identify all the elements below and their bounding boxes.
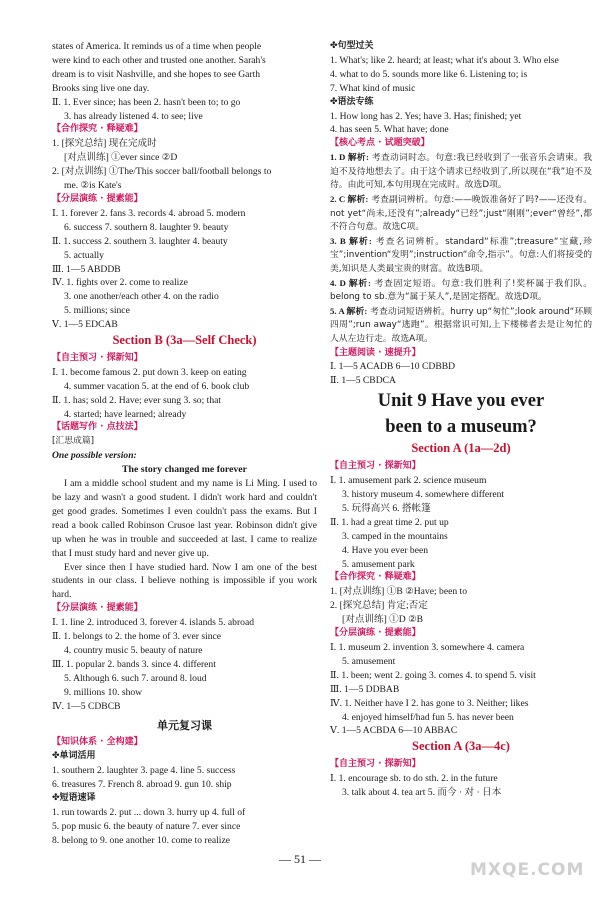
section-a-heading: Section A (1a—2d) <box>411 441 511 456</box>
section-tag-layer: 【分层演练 · 提素能】 <box>52 603 143 614</box>
explanation-text: 考查固定短语。句意:我们胜利了!奖杯属于我们队。belong to sb.意为“属于某人”,是固定搭配。故选D项。 <box>330 278 593 303</box>
answer-line: me. ②is Kate's <box>64 180 122 192</box>
essay-title: The story changed me forever <box>122 464 247 476</box>
answer-line: 3. history museum 4. somewhere different <box>342 489 505 500</box>
answer-line: 7. What kind of music <box>330 82 416 94</box>
answer-line: Ⅱ. 1. belongs to 2. the home of 3. ever since <box>52 631 222 643</box>
answer-line: 5. amusement <box>342 655 396 667</box>
unit-title: Unit 9 Have you ever <box>377 391 545 412</box>
section-tag-self: 【自主预习 · 探新知】 <box>52 352 143 363</box>
answer-line: [对点训练] ①ever since ②D <box>64 152 178 164</box>
section-tag-layer: 【分层演练 · 提素能】 <box>330 628 421 639</box>
section-tag-coop: 【合作探究 · 释疑难】 <box>330 572 421 583</box>
section-b-heading: Section B (3a—Self Check) <box>112 333 257 348</box>
answer-line: Ⅲ. 1. popular 2. bands 3. since 4. different <box>52 658 216 670</box>
answer-line: 5. actually <box>64 249 104 261</box>
answer-line: 5. millions; since <box>64 305 130 317</box>
answer-line: 5. Although 6. such 7. around 8. loud <box>64 672 207 684</box>
answer-line: Ⅰ. 1. amusement park 2. science museum <box>330 475 487 487</box>
answer-line: 1. [对点训练] ①B ②Have; been to <box>330 586 468 598</box>
answer-line: 9. millions 10. show <box>64 686 143 698</box>
answer-line: 4. started; have learned; already <box>64 408 187 420</box>
left-column <box>52 40 317 848</box>
answer-line: Ⅱ. 1—5 CBDCA <box>330 375 396 387</box>
answer-line: 1. southern 2. laughter 3. page 4. line 5. success <box>52 765 236 777</box>
answer-line: 3. has already listened 4. to see; live <box>64 110 203 122</box>
answer-line: Ⅳ. 1—5 CDBCB <box>52 700 121 712</box>
explanation-item <box>330 277 592 305</box>
essay-paragraph: I am a middle school student and my name is Li Ming. I used to be lazy and wasn't a good student. I didn't work hard and couldn't get good grades. Sometimes I even couldn't pass the exams. But I read a book called Robinson Crusoe last year. Robinson didn't give up when he was in trouble and succeeded at last. I came to realize that I must study hard and never give up. <box>52 478 317 559</box>
explanation-item <box>330 151 592 193</box>
one-possible-version: One possible version: <box>52 450 137 462</box>
answer-line: Ⅱ. 1. success 2. southern 3. laughter 4. beauty <box>52 235 228 247</box>
answer-line: 1. run towards 2. put ... down 3. hurry up 4. full of <box>52 806 246 818</box>
answer-line: Ⅴ. 1—5 EDCAB <box>52 319 118 331</box>
answer-line: 3. one another/each other 4. on the radio <box>64 291 219 303</box>
section-tag-layer: 【分层演练 · 提素能】 <box>52 193 143 204</box>
explanation-item <box>330 193 592 235</box>
answer-line: 1. [探究总结] 现在完成时 <box>52 138 157 150</box>
explanation-text: 考查动词短语辨析。hurry up“匆忙”;look around“环顾四周”;run away“逃跑”。根据常识可知,上下楼梯者去是让匆忙的人从左边行走。故选A项。 <box>330 306 593 344</box>
answer-line: 5. 玩得高兴 6. 搭帐篷 <box>342 502 431 514</box>
section-a-heading: Section A (3a—4c) <box>412 739 510 754</box>
explanation-lead: 5. A 解析: <box>330 305 368 316</box>
pattern-heading: ✤句型过关 <box>330 41 374 51</box>
explanation-lead: 1. D 解析: <box>330 152 369 163</box>
answer-line: Ⅰ. 1. encourage sb. to do sth. 2. in the future <box>330 773 498 785</box>
answer-line: 4. enjoyed himself/had fun 5. has never been <box>342 711 514 723</box>
answer-line: Ⅰ. 1—5 ACADB 6—10 CDBBD <box>330 361 456 373</box>
answer-line: Ⅱ. 1. had a great time 2. put up <box>330 516 449 528</box>
answer-line: 5. amusement park <box>342 558 415 570</box>
answer-line: Ⅱ. 1. been; went 2. going 3. comes 4. to spend 5. visit <box>330 669 536 681</box>
text-line: states of America. It reminds us of a time when people <box>52 41 262 52</box>
vocab-heading: ✤单词活用 <box>52 751 96 762</box>
answer-line: 2. [对点训练] ①The/This soccer ball/football belongs to <box>52 166 272 178</box>
answer-line: Ⅲ. 1—5 DDBAB <box>330 683 400 695</box>
section-tag-write: 【话题写作 · 点技法】 <box>52 422 143 433</box>
answer-line: 1. What's; like 2. heard; at least; what it's about 3. Who else <box>330 54 559 66</box>
answer-line: 2. [探究总结] 肯定;否定 <box>330 600 428 612</box>
explanation-lead: 3. B 解析: <box>330 235 372 246</box>
answer-line: 8. belong to 9. one another 10. come to realize <box>52 834 230 846</box>
review-title: 单元复习课 <box>157 718 212 732</box>
answer-line: Ⅰ. 1. museum 2. invention 3. somewhere 4. camera <box>330 641 525 653</box>
answer-line: Ⅲ. 1—5 ABDDB <box>52 263 121 275</box>
essay-paragraph: Ever since then I have studied hard. Now I am one of the best students in our class. I believe nothing is impossible if you work hard. <box>52 561 317 601</box>
explanation-item <box>330 235 592 277</box>
answer-line: Ⅴ. 1—5 ACBDA 6—10 ABBAC <box>330 725 458 737</box>
answer-line: 6. success 7. southern 8. laughter 9. beauty <box>64 221 229 233</box>
page-number: — 51 — <box>279 852 321 866</box>
answer-line: [对点训练] ①D ②B <box>342 614 424 626</box>
section-tag-know: 【知识体系 · 全构建】 <box>52 737 143 748</box>
explanation-text: 考查动词时态。句意:我已经收到了一张音乐会请柬。我迫不及待地想去了。由于这个请求已经收到了,所以现在“我”迫不及待。由此可知,本句用现在完成时。故选D项。 <box>330 153 592 191</box>
answer-line: 4. has seen 5. What have; done <box>330 124 449 136</box>
right-column <box>330 40 592 800</box>
section-tag-self: 【自主预习 · 探新知】 <box>330 461 421 472</box>
answer-line: Ⅱ. 1. has; sold 2. Have; ever sung 3. so; that <box>52 394 222 406</box>
answer-line: Ⅰ. 1. line 2. introduced 3. forever 4. islands 5. abroad <box>52 617 255 629</box>
unit-title: been to a museum? <box>385 417 537 438</box>
answer-line: 5. pop music 6. the beauty of nature 7. ever since <box>52 820 241 832</box>
text-line: were kind to each other and trusted one another. Sarah's <box>52 54 266 66</box>
answer-line: 1. How long has 2. Yes; have 3. Has; finished; yet <box>330 110 522 122</box>
answer-line: Ⅳ. 1. Neither have I 2. has gone to 3. Neither; likes <box>330 697 529 709</box>
explanation-lead: 4. D 解析: <box>330 277 371 288</box>
text-line: Brooks sing live one day. <box>52 82 150 94</box>
answer-line: Ⅳ. 1. fights over 2. come to realize <box>52 277 188 289</box>
section-tag-coop: 【合作探究 · 释疑难】 <box>52 124 143 135</box>
answer-line: 3. camped in the mountains <box>342 530 448 542</box>
explanation-text: 考查副词辨析。句意:——晚饭准备好了吗?——还没有。not yet“尚未,还没有”;already“已经”;just“刚刚”;ever“曾经”,都不符合句意。故选C项。 <box>330 195 593 233</box>
answer-line: Ⅰ. 1. forever 2. fans 3. records 4. abroad 5. modern <box>52 207 246 219</box>
answer-line: 4. Have you ever been <box>342 544 429 556</box>
write-subheading: [汇思成篇] <box>52 436 95 447</box>
grammar-heading: ✤语法专练 <box>330 96 374 107</box>
answer-line: Ⅱ. 1. Ever since; has been 2. hasn't been to; to go <box>52 96 241 108</box>
text-line: dream is to visit Nashville, and she hopes to see Garth <box>52 68 261 80</box>
explanation-lead: 2. C 解析: <box>330 194 369 205</box>
explanation-text: 考查名词辨析。standard“标准”;treasure“宝藏,珍宝”;invention“发明”;instruction“命令,指示”。句意:人们将接受的美,知识是人类最宝贵的财富。故选B项。 <box>330 236 593 274</box>
watermark: MXQE.COM <box>470 860 585 880</box>
answer-line: 4. summer vacation 5. at the end of 6. book club <box>64 380 250 392</box>
section-tag-core: 【核心考点 · 试题突破】 <box>330 138 430 149</box>
phrase-heading: ✤短语速译 <box>52 793 96 804</box>
answer-line: 6. treasures 7. French 8. abroad 9. gun 10. ship <box>52 779 232 791</box>
section-tag-topic: 【主题阅读 · 速提升】 <box>330 347 421 358</box>
answer-line: 4. what to do 5. sounds more like 6. Listening to; is <box>330 68 528 80</box>
section-tag-self: 【自主预习 · 探新知】 <box>330 759 421 770</box>
answer-line: 4. country music 5. beauty of nature <box>64 644 203 656</box>
answer-line: Ⅰ. 1. become famous 2. put down 3. keep on eating <box>52 366 247 378</box>
answer-line: 3. talk about 4. tea art 5. 而今 · 对 · 日本 <box>342 787 502 799</box>
explanation-item <box>330 305 592 347</box>
